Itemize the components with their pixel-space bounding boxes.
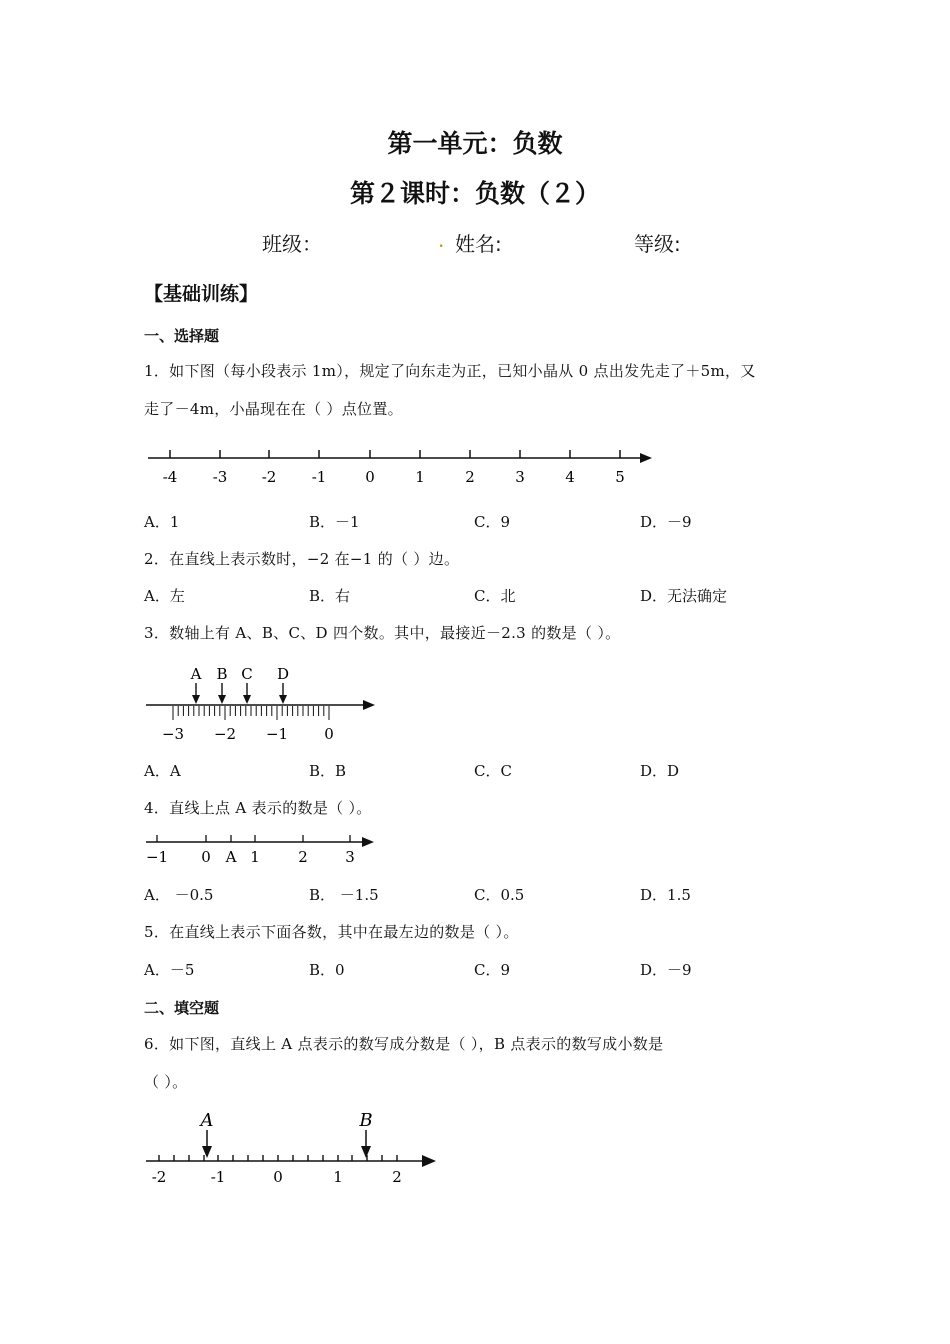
point-label-a: A — [225, 848, 237, 866]
number-line-q3 — [140, 662, 385, 747]
axis-label: −2 — [213, 725, 237, 743]
q4-option-a: A． －0.5 — [144, 886, 214, 904]
lesson-title: 第２课时：负数（２） — [349, 179, 600, 208]
question-6-line1: 6．如下图，直线上 A 点表示的数写成分数是（ ），B 点表示的数写成小数是 — [144, 1035, 664, 1053]
q2-option-a: A．左 — [144, 587, 185, 605]
point-label-a: A — [200, 1110, 214, 1131]
question-6-line2: （ ）。 — [144, 1073, 188, 1091]
separator-dot: . — [438, 228, 445, 252]
unit-title: 第一单元：负数 — [387, 129, 563, 158]
axis-label: 0 — [201, 848, 211, 866]
axis-label: −1 — [265, 725, 289, 743]
q3-option-a: A．A — [144, 762, 181, 780]
axis-label: 1 — [333, 1168, 343, 1186]
axis-label: -1 — [311, 468, 327, 486]
axis-label: 1 — [250, 848, 260, 866]
axis-label: 4 — [565, 468, 575, 486]
q4-option-d: D．1.5 — [640, 886, 691, 904]
axis-label: 0 — [324, 725, 334, 743]
axis-label: 5 — [615, 468, 625, 486]
grade-label: 等级: — [634, 232, 681, 256]
axis-label: −3 — [161, 725, 185, 743]
axis-label: -1 — [210, 1168, 226, 1186]
part1-title: 一、选择题 — [144, 327, 220, 345]
axis-label: -2 — [261, 468, 277, 486]
question-1-line2: 走了－4m，小晶现在在（ ）点位置。 — [144, 400, 403, 418]
q1-option-d: D．－9 — [640, 513, 692, 531]
q5-option-c: C．9 — [474, 961, 511, 979]
question-2: 2．在直线上表示数时，−2 在−1 的（ ）边。 — [144, 550, 460, 568]
q5-option-b: B．0 — [309, 961, 345, 979]
axis-label: −1 — [145, 848, 169, 866]
axis-label: 1 — [415, 468, 425, 486]
axis-label: 2 — [298, 848, 308, 866]
q3-option-c: C．C — [474, 762, 512, 780]
axis-label: 2 — [465, 468, 475, 486]
number-line-q4 — [140, 832, 380, 872]
q2-option-c: C．北 — [474, 587, 516, 605]
point-label-b: B — [216, 665, 228, 683]
axis-label: 3 — [345, 848, 355, 866]
question-5: 5．在直线上表示下面各数，其中在最左边的数是（ ）。 — [144, 923, 519, 941]
point-label-a: A — [190, 665, 202, 683]
axis-label: -4 — [162, 468, 178, 486]
section-basic-training: 【基础训练】 — [144, 283, 259, 305]
point-label-b: B — [359, 1110, 373, 1131]
number-line-q6 — [140, 1106, 445, 1188]
axis-label: -3 — [212, 468, 228, 486]
number-line-q1 — [140, 440, 660, 490]
q2-option-d: D．无法确定 — [640, 587, 728, 605]
q1-option-c: C．9 — [474, 513, 511, 531]
point-label-d: D — [276, 665, 290, 683]
axis-label: 3 — [515, 468, 525, 486]
class-label: 班级： — [262, 232, 322, 256]
question-4: 4．直线上点 A 表示的数是（ ）。 — [144, 799, 372, 817]
q1-option-a: A．1 — [144, 513, 180, 531]
q5-option-d: D．－9 — [640, 961, 692, 979]
point-label-c: C — [241, 665, 253, 683]
axis-label: 0 — [365, 468, 375, 486]
name-label: 姓名: — [455, 232, 502, 256]
q1-option-b: B．－1 — [309, 513, 360, 531]
axis-label: 2 — [392, 1168, 402, 1186]
q4-option-b: B． －1.5 — [309, 886, 379, 904]
axis-label: -2 — [151, 1168, 167, 1186]
q2-option-b: B．右 — [309, 587, 351, 605]
q3-option-d: D．D — [640, 762, 680, 780]
part2-title: 二、填空题 — [144, 999, 220, 1017]
q5-option-a: A．－5 — [144, 961, 195, 979]
q3-option-b: B．B — [309, 762, 347, 780]
question-1-line1: 1．如下图（每小段表示 1m），规定了向东走为正，已知小晶从 0 点出发先走了＋5m，又 — [144, 362, 756, 380]
axis-label: 0 — [273, 1168, 283, 1186]
q4-option-c: C．0.5 — [474, 886, 525, 904]
question-3: 3．数轴上有 A、B、C、D 四个数。其中，最接近－2.3 的数是（ ）。 — [144, 624, 621, 642]
